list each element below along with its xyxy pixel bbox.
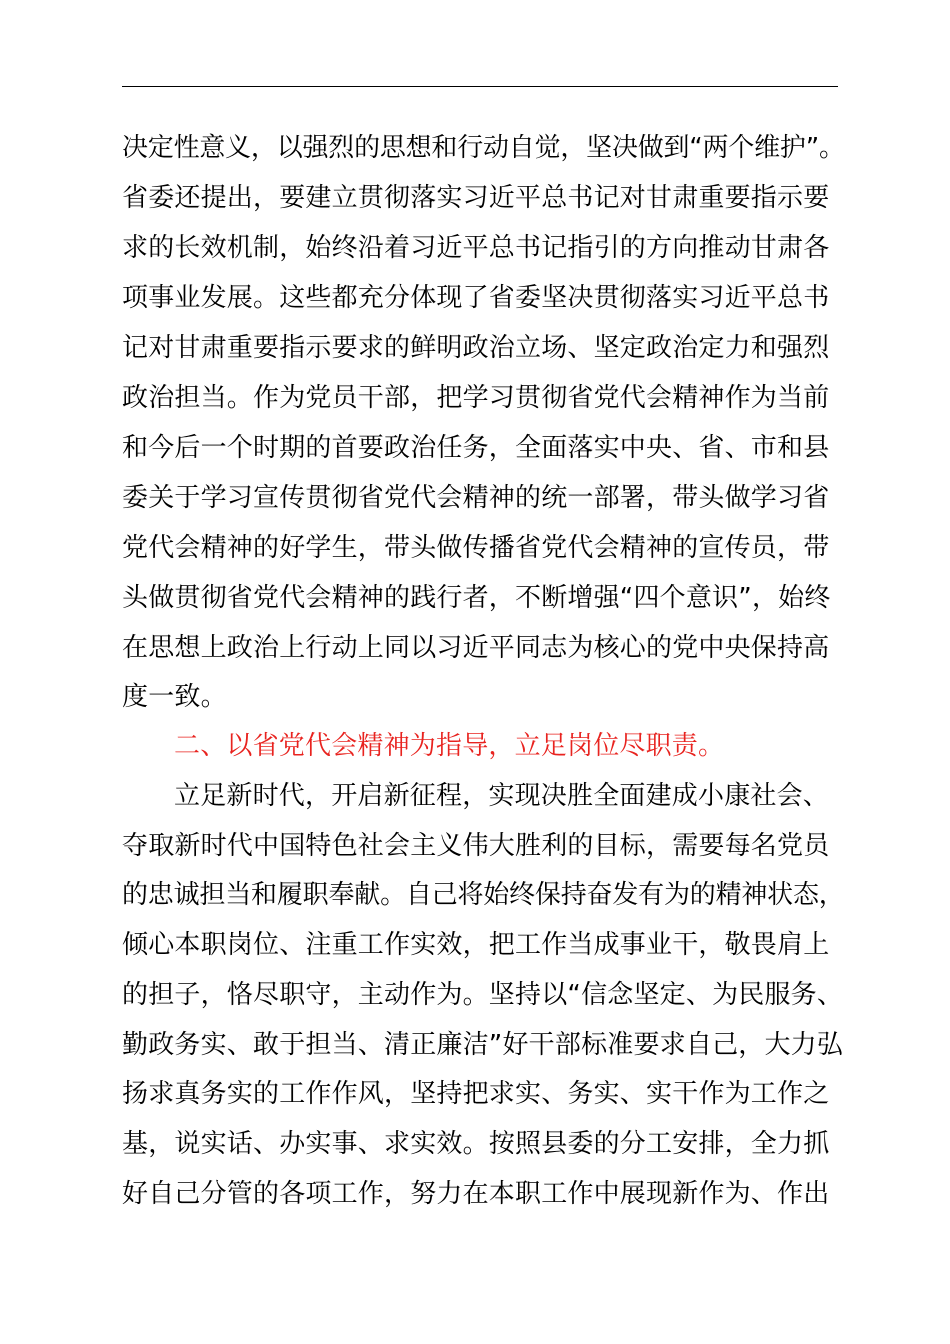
- paragraph-1-line-9: 党代会精神的好学生，带头做传播省党代会精神的宣传员，带: [122, 533, 830, 563]
- paragraph-1-line-1: 决定性意义，以强烈的思想和行动自觉，坚决做到“两个维护”。: [122, 133, 845, 163]
- paragraph-2-line-1: 立足新时代，开启新征程，实现决胜全面建成小康社会、: [174, 781, 830, 811]
- paragraph-1-line-4: 项事业发展。这些都充分体现了省委坚决贯彻落实习近平总书: [122, 283, 830, 313]
- paragraph-2-line-3: 的忠诚担当和履职奉献。自己将始终保持奋发有为的精神状态，: [122, 880, 845, 910]
- paragraph-1-line-11: 在思想上政治上行动上同以习近平同志为核心的党中央保持高: [122, 633, 830, 663]
- paragraph-2-line-4: 倾心本职岗位、注重工作实效，把工作当成事业干，敬畏肩上: [122, 930, 830, 960]
- paragraph-2-line-9: 好自己分管的各项工作，努力在本职工作中展现新作为、作出: [122, 1179, 830, 1209]
- paragraph-1-line-2: 省委还提出，要建立贯彻落实习近平总书记对甘肃重要指示要: [122, 183, 830, 213]
- paragraph-1-line-6: 政治担当。作为党员干部，把学习贯彻省党代会精神作为当前: [122, 383, 830, 413]
- paragraph-1-line-3: 求的长效机制，始终沿着习近平总书记指引的方向推动甘肃各: [122, 233, 830, 263]
- paragraph-2-line-5: 的担子，恪尽职守，主动作为。坚持以“信念坚定、为民服务、: [122, 980, 844, 1010]
- paragraph-1-line-10: 头做贯彻省党代会精神的践行者，不断增强“四个意识”，始终: [122, 583, 831, 613]
- section-heading: 二、以省党代会精神为指导，立足岗位尽职责。: [174, 731, 725, 761]
- paragraph-2-line-8: 基，说实话、办实事、求实效。按照县委的分工安排，全力抓: [122, 1129, 830, 1159]
- paragraph-1-line-8: 委关于学习宣传贯彻省党代会精神的统一部署，带头做学习省: [122, 483, 830, 513]
- paragraph-1-line-12: 度一致。: [122, 682, 227, 712]
- paragraph-2-line-7: 扬求真务实的工作作风，坚持把求实、务实、实干作为工作之: [122, 1079, 830, 1109]
- header-rule: [122, 86, 838, 87]
- paragraph-2-line-6: 勤政务实、敢于担当、清正廉洁”好干部标准要求自己，大力弘: [122, 1030, 844, 1060]
- paragraph-1-line-7: 和今后一个时期的首要政治任务，全面落实中央、省、市和县: [122, 433, 830, 463]
- paragraph-2-line-2: 夺取新时代中国特色社会主义伟大胜利的目标，需要每名党员: [122, 831, 830, 861]
- paragraph-1-line-5: 记对甘肃重要指示要求的鲜明政治立场、坚定政治定力和强烈: [122, 333, 830, 363]
